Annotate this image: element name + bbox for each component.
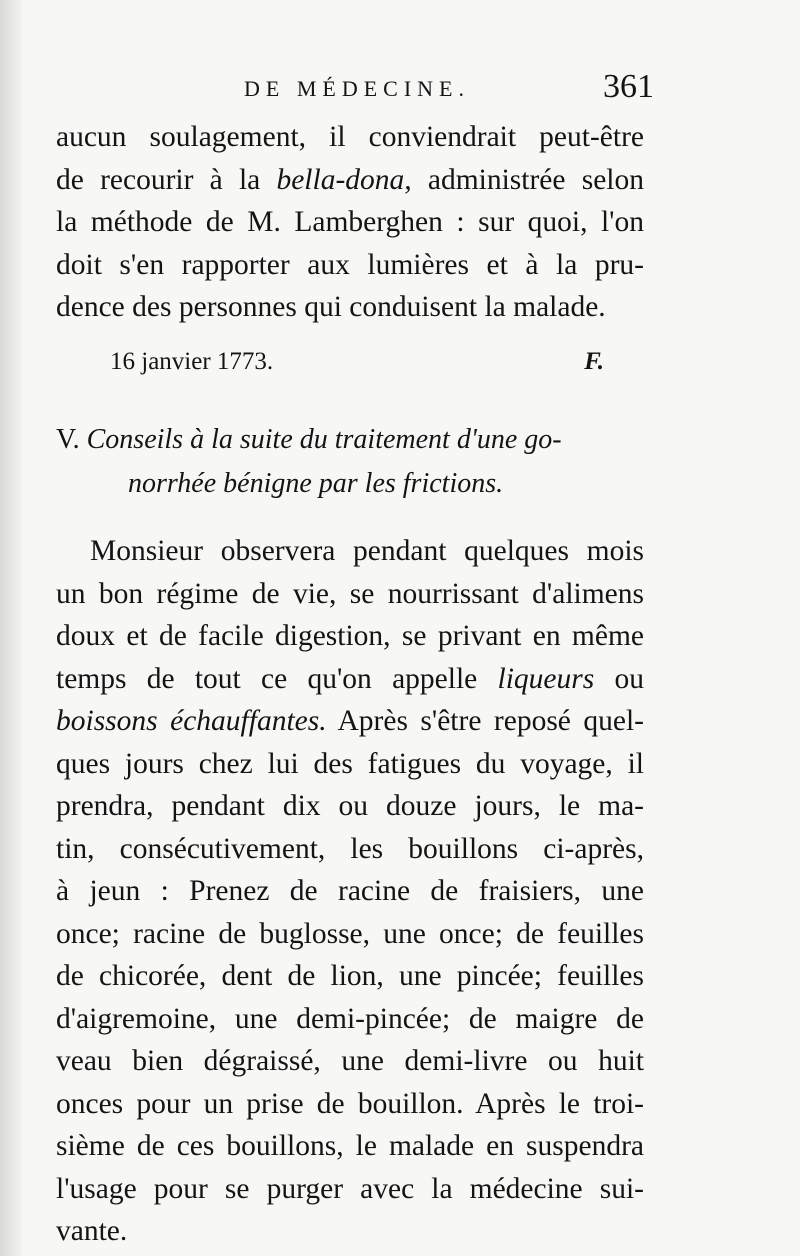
text-line: tin, consécutivement, les bouillons ci-après,	[56, 832, 644, 865]
running-head: DE MÉDECINE.	[244, 76, 470, 101]
text-line: d'aigremoine, une demi-pincée; de maigre de	[56, 1002, 644, 1035]
date: 16 janvier 1773.	[110, 348, 274, 375]
text-line	[56, 159, 644, 202]
text-line: veau bien dégraissé, une demi-livre ou huit	[56, 1045, 644, 1077]
text-run: administrée selon	[411, 163, 644, 196]
text-line: de chicorée, dent de lion, une pincée; feuilles	[56, 960, 644, 992]
text-line: vante.	[56, 1215, 128, 1247]
text-run: temps de tout ce qu'on appelle	[56, 662, 498, 695]
text-line: ques jours chez lui des fatigues du voyage, il	[56, 747, 644, 780]
italic-term: bella-dona,	[276, 163, 412, 196]
text-line: Monsieur observera pendant quelques mois	[90, 535, 644, 567]
heading-line-2: norrhée bénigne par les frictions.	[128, 468, 504, 499]
text-line	[56, 700, 644, 743]
text-line: onces pour un prise de bouillon. Après le troi-	[56, 1087, 644, 1120]
text-line: prendra, pendant dix ou douze jours, le ma-	[56, 790, 644, 822]
section-number: V.	[56, 424, 80, 455]
text-run: Après s'être reposé quel-	[326, 705, 644, 737]
text-line: doux et de facile digestion, se privant en même	[56, 620, 644, 652]
heading-text: Conseils à la suite du traitement d'une go-	[86, 424, 562, 455]
italic-term: liqueurs	[497, 662, 595, 695]
text-line: à jeun : Prenez de racine de fraisiers, une	[56, 875, 644, 907]
text-line: dence des personnes qui conduisent la malade.	[56, 291, 606, 323]
page-header	[54, 70, 654, 110]
italic-term: boissons échauffantes.	[56, 705, 327, 737]
paragraph-1	[56, 116, 644, 329]
signature: F.	[584, 348, 604, 375]
page-edge-shadow	[0, 0, 22, 1256]
text-line: un bon régime de vie, se nourrissant d'alimens	[56, 577, 644, 610]
text-run: de recourir à la	[56, 163, 277, 196]
section-heading	[56, 418, 644, 506]
paragraph-2	[56, 530, 644, 1253]
text-line: l'usage pour se purger avec la médecine sui-	[56, 1172, 644, 1205]
text-line	[56, 658, 644, 701]
page-number: 361	[603, 68, 654, 105]
text-line: once; racine de buglosse, une once; de feuilles	[56, 917, 644, 950]
text-line: doit s'en rapporter aux lumières et à la pru-	[56, 248, 644, 281]
heading-line-1	[56, 418, 644, 462]
text-run: ou	[594, 662, 644, 695]
text-line: aucun soulagement, il conviendrait peut-être	[56, 121, 644, 153]
text-line: sième de ces bouillons, le malade en suspendra	[56, 1130, 644, 1162]
text-line: la méthode de M. Lamberghen : sur quoi, l'on	[56, 206, 644, 238]
